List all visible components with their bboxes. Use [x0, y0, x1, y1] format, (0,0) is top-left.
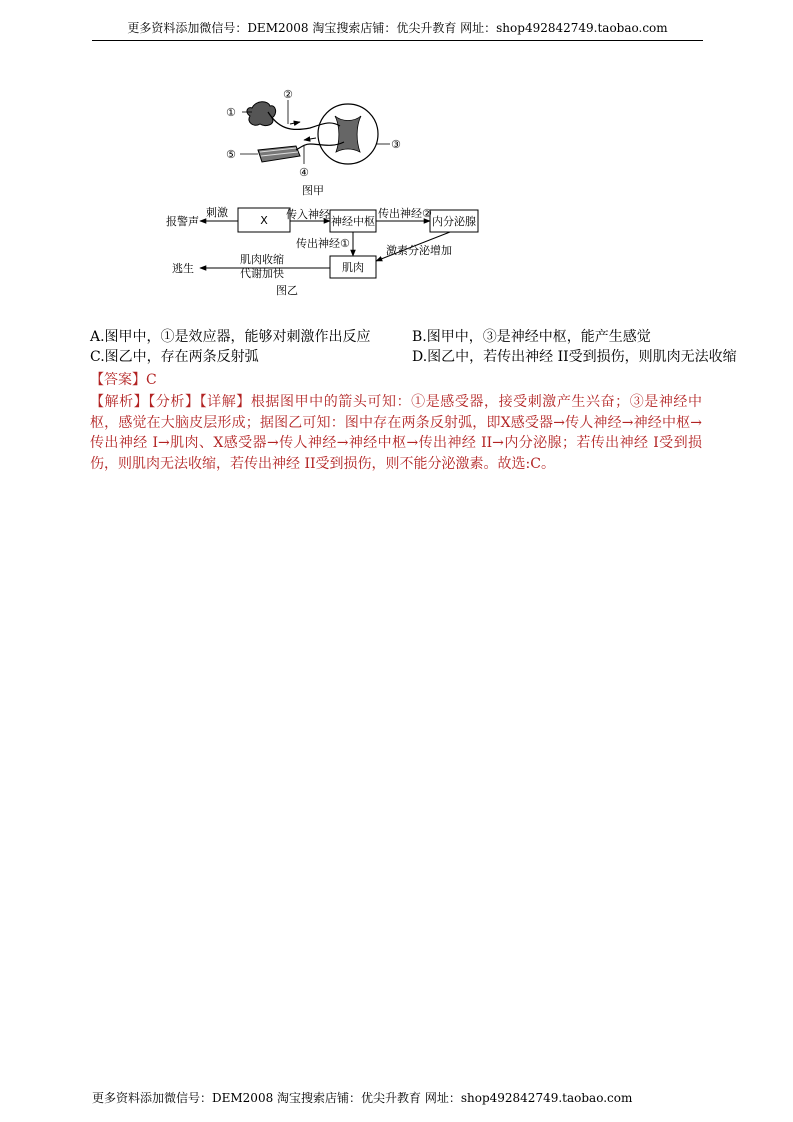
- option-d: D.图乙中，若传出神经 II受到损伤，则肌肉无法收缩: [412, 349, 737, 365]
- label-efferent-2: 传出神经②: [378, 207, 432, 220]
- option-b: B.图甲中，③是神经中枢，能产生感觉: [412, 329, 651, 345]
- receptor-shape: [247, 102, 276, 126]
- page-footer: 更多资料添加微信号：DEM2008 淘宝搜索店铺：优尖升教育 网址：shop492842749.taobao.com: [92, 1091, 633, 1105]
- box-x-label: X: [260, 214, 268, 227]
- reflex-diagram: [160, 86, 490, 301]
- label-escape: 逃生: [172, 262, 194, 275]
- answer-line: 【答案】C: [90, 372, 157, 388]
- box-gland-label: 内分泌腺: [432, 215, 476, 228]
- marker-4: ④: [299, 166, 309, 179]
- label-contract-1: 肌肉收缩: [240, 253, 284, 266]
- marker-1: ①: [226, 106, 236, 119]
- label-efferent-1: 传出神经①: [296, 237, 350, 250]
- label-afferent: 传入神经: [286, 208, 330, 221]
- label-alarm: 报警声: [166, 215, 199, 228]
- answer-options: [90, 327, 737, 367]
- option-c: C.图乙中，存在两条反射弧: [90, 349, 259, 365]
- option-a: A.图甲中，①是效应器，能够对刺激作出反应: [90, 329, 371, 345]
- label-hormone: 激素分泌增加: [386, 244, 452, 257]
- label-contract-2: 代谢加快: [240, 267, 284, 280]
- caption-yi: 图乙: [276, 284, 298, 297]
- box-muscle-label: 肌肉: [342, 261, 364, 274]
- analysis-paragraph: 【解析】【分析】【详解】根据图甲中的箭头可知：①是感受器，接受刺激产生兴奋；③是神经中枢，感觉在大脑皮层形成；据图乙可知：图中存在两条反射弧，即X感受器→传人神经→神经中枢→传出神经 I→肌肉、X感受器→传人神经→神经中枢→传出神经 II→内分泌腺；若传出神经 I受到损伤，则肌肉无法收缩，若传出神经 II受到损伤，则不能分泌激素。故选:C。: [90, 394, 702, 472]
- page-header: 更多资料添加微信号：DEM2008 淘宝搜索店铺：优尖升教育 网址：shop492842749.taobao.com: [92, 20, 703, 41]
- marker-5: ⑤: [226, 148, 236, 161]
- marker-3: ③: [391, 138, 401, 151]
- box-center-label: 神经中枢: [331, 215, 375, 228]
- question-figure: [160, 86, 490, 301]
- marker-2: ②: [283, 88, 293, 101]
- caption-jia: 图甲: [302, 184, 324, 197]
- label-stimulus: 刺激: [206, 206, 228, 219]
